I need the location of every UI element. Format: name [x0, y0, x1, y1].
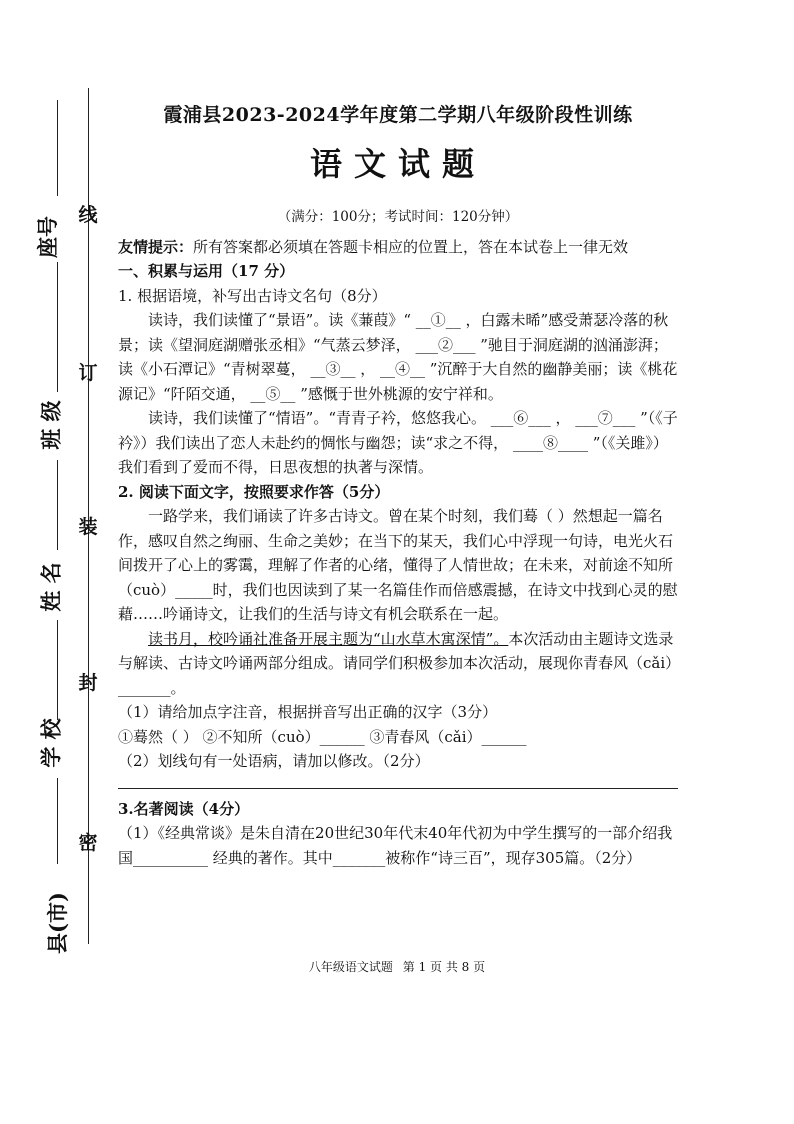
- footer-exam-name: 八年级语文试题: [308, 960, 393, 974]
- county-rule-top: [57, 778, 58, 864]
- field-seat-number: 座号: [35, 216, 60, 258]
- seat-number-rule: [57, 100, 58, 196]
- field-class: 班 级: [38, 400, 64, 450]
- exam-subject: 语文试题: [309, 145, 486, 183]
- seal-word-xian: 线: [78, 204, 98, 226]
- q2-sub1: （1）请给加点字注音，根据拼音写出正确的汉字（3分）: [118, 703, 498, 721]
- q3-title: 3.名著阅读（4分）: [118, 799, 250, 818]
- section-divider: [118, 788, 678, 789]
- name-rule-top: [57, 460, 58, 550]
- tip-text: 所有答案都必须填在答题卡相应的位置上，答在本试卷上一律无效: [193, 238, 629, 256]
- q1-paragraph-1: 读诗，我们读懂了“景语”。读《蒹葭》“ __①__ ，白露未晞”感受萧瑟冷落的秋景；读《望洞庭湖赠张丞相》“气蒸云梦泽， ___②___ ”驰目于洞庭湖的汹涌澎湃；读《小石潭记》“青树翠蔓， __③__ ， __④__ ”沉醉于大自然的幽静美丽；读《桃花源记》“阡陌交通， __⑤__ ”感慨于世外桃源的安宁祥和。: [118, 311, 678, 403]
- seal-word-feng: 封: [78, 672, 98, 694]
- page-footer: [0, 958, 794, 975]
- score-info: （满分：100分；考试时间：120分钟）: [277, 209, 519, 225]
- q1-paragraph-2: 读诗，我们读懂了“情语”。“青青子衿，悠悠我心。 ___⑥___ ， ___⑦___ ”（《子衿》）我们读出了恋人未赴约的惆怅与幽怨；读“求之不得， ____⑧____ ”（《关雎》）我们看到了爱而不得，日思夜想的执著与深情。: [118, 409, 678, 476]
- q2-underlined-sentence: 读书月，校吟诵社准备开展主题为“山水草木寓深情”。: [148, 629, 509, 648]
- exam-title: 霞浦县2023-2024学年度第二学期八年级阶段性训练: [163, 104, 633, 126]
- tip-label: 友情提示：: [118, 238, 194, 256]
- seal-word-mi: 密: [78, 832, 98, 854]
- class-rule: [57, 262, 58, 392]
- q3-sub1: （1）《经典常谈》是朱自清在20世纪30年代末40年代初为中学生撰写的一部介绍我国__________ 经典的著作。其中_______被称作“诗三百”，现存305篇。（2分）: [118, 824, 673, 867]
- field-name: 姓 名: [38, 562, 64, 612]
- q2-paragraph-1: 一路学来，我们诵读了许多古诗文。曾在某个时刻，我们蓦（ ）然想起一篇名作，感叹自然之绚丽、生命之美妙；在当下的某天，我们心中浮现一句诗，电光火石间拨开了心上的雾霭，理解了作者的心绪，懂得了人情世故；在未来，对前途不知所（cuò）_____时，我们也因读到了某一名篇佳作而倍感震撼，在诗文中找到心灵的慰藉……吟诵诗文，让我们的生活与诗文有机会联系在一起。: [118, 507, 678, 623]
- school-rule-top: [57, 620, 58, 720]
- friendly-tip: [118, 235, 678, 259]
- q2-paragraph-2-rest: 本次活动由主题诗文选录与解读、古诗文吟诵两部分组成。请同学们积极参加本次活动，展现你青春风（cǎi）_______。: [118, 629, 674, 697]
- q2-sub2: （2）划线句有一处语病，请加以修改。（2分）: [118, 752, 430, 770]
- section-title: 一、积累与运用（17 分）: [118, 262, 295, 280]
- q2-title: 2. 阅读下面文字，按照要求作答（5分）: [118, 482, 390, 501]
- field-county: 县(市): [44, 892, 70, 954]
- exam-content: [118, 100, 678, 870]
- seal-word-zhuang: 装: [78, 516, 98, 538]
- q1-title: 1. 根据语境，补写出古诗文名句（8分）: [118, 286, 387, 305]
- q2-sub1-items: ①蓦然（ ） ②不知所（cuò）______ ③青春风（cǎi）______: [118, 727, 527, 746]
- field-school: 学 校: [38, 718, 64, 768]
- binding-strip: [0, 0, 100, 1124]
- q2-paragraph-2: [118, 627, 678, 701]
- footer-page-number: 第 1 页 共 8 页: [402, 960, 486, 974]
- seal-word-ding: 订: [78, 362, 98, 384]
